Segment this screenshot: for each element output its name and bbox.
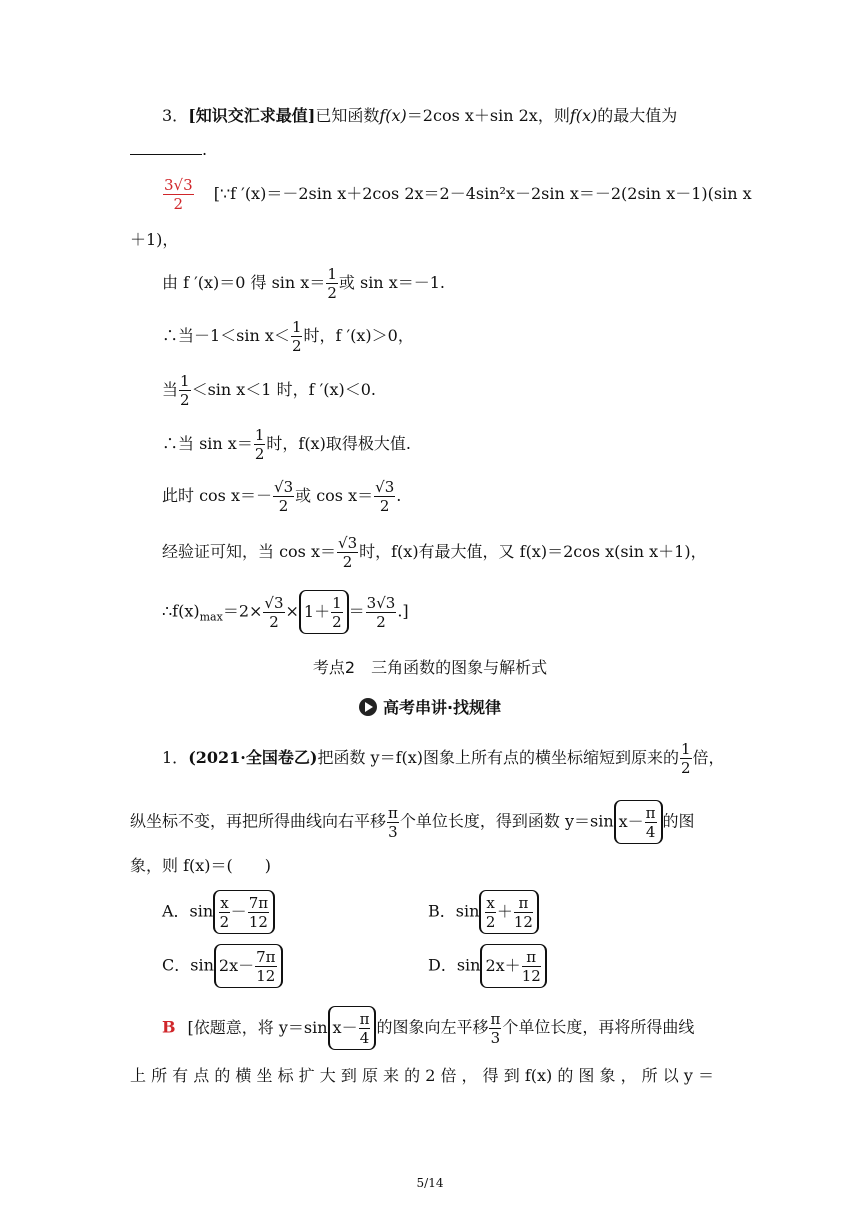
play-icon <box>359 698 377 716</box>
a3-line1: $\frac{3√3}{2}$ [∵f ′(x)＝－2sin x＋2cos 2x＝2－4sin²x－2sin x＝－2(2sin x－1)(sin x <box>164 176 752 213</box>
q1-option-b[interactable]: B．sin $\frac{x}{2}$ ＋ $\frac{\pi}{12}$ <box>428 890 539 934</box>
a3-line2: ＋1)， <box>130 230 179 249</box>
q1-source: (2021·全国卷乙) <box>188 748 318 767</box>
q3-tag: [知识交汇求最值] <box>188 106 316 125</box>
q1-line1: 1．(2021·全国卷乙)把函数 y＝f(x)图象上所有点的横坐标缩短到原来的 $\frac{1}{2}$ 倍， <box>162 740 725 777</box>
section-title: 考点2 三角函数的图象与解析式 <box>312 658 548 677</box>
section-banner: 高考串讲·找规律 <box>0 695 860 720</box>
a3-line9: $\therefore f(x)_{max}=2\times$ $\frac{√3}{2}$ × 1＋ $\frac{1}{2}$ ＝ $\frac{3√3}{2}$ .] <box>162 590 409 634</box>
a3-line7: 此时 cos x＝－ $\frac{√3}{2}$ 或 cos x＝ $\frac{√3}{2}$ . <box>162 478 402 515</box>
a3-line4: ∴当－1＜sin x＜ $\frac{1}{2}$ 时，f ′(x)＞0， <box>162 318 414 355</box>
q3-answer-blank: . <box>130 142 207 158</box>
q1-option-d[interactable]: D．sin 2x＋ $\frac{\pi}{12}$ <box>428 944 547 988</box>
a3-answer-value: $\frac{3√3}{2}$ <box>164 176 193 213</box>
page-number: 5/14 <box>416 1176 444 1190</box>
q1-option-c[interactable]: C．sin 2x－ $\frac{7\pi}{12}$ <box>162 944 283 988</box>
a3-line3: 由 f ′(x)＝0 得 sin x＝ $\frac{1}{2}$ 或 sin x＝－1. <box>162 265 445 302</box>
q1-option-a[interactable]: A．sin $\frac{x}{2}$ － $\frac{7\pi}{12}$ <box>162 890 275 934</box>
a1-answer-letter: B <box>162 1017 176 1037</box>
a1-line1: B [依题意，将 y＝sin x－ $\frac{\pi}{4}$ 的图象向左平移 $\frac{\pi}{3}$ 个单位长度，再将所得曲线 <box>162 1006 694 1050</box>
a3-line6: ∴当 sin x＝ $\frac{1}{2}$ 时，f(x)取得极大值. <box>162 426 411 463</box>
q3-stem: 3．[知识交汇求最值]已知函数f(x)＝2cos x＋sin 2x，则f(x)的最大值为 <box>162 106 678 125</box>
a1-line2: 上 所 有 点 的 横 坐 标 扩 大 到 原 来 的 2 倍 ， 得 到 f(x) 的 图 象 ， 所 以 y ＝ <box>130 1066 714 1085</box>
q1-line3: 象，则 f(x)＝( ) <box>130 856 272 875</box>
a3-line5: 当 $\frac{1}{2}$ ＜sin x＜1 时，f ′(x)＜0. <box>162 372 376 409</box>
a3-line8: 经验证可知，当 cos x＝ $\frac{√3}{2}$ 时，f(x)有最大值，又 f(x)＝2cos x(sin x＋1)， <box>162 534 707 571</box>
q1-line2: 纵坐标不变，再把所得曲线向右平移 $\frac{\pi}{3}$ 个单位长度，得到函数 y＝sin x－ $\frac{\pi}{4}$ 的图 <box>130 800 695 844</box>
